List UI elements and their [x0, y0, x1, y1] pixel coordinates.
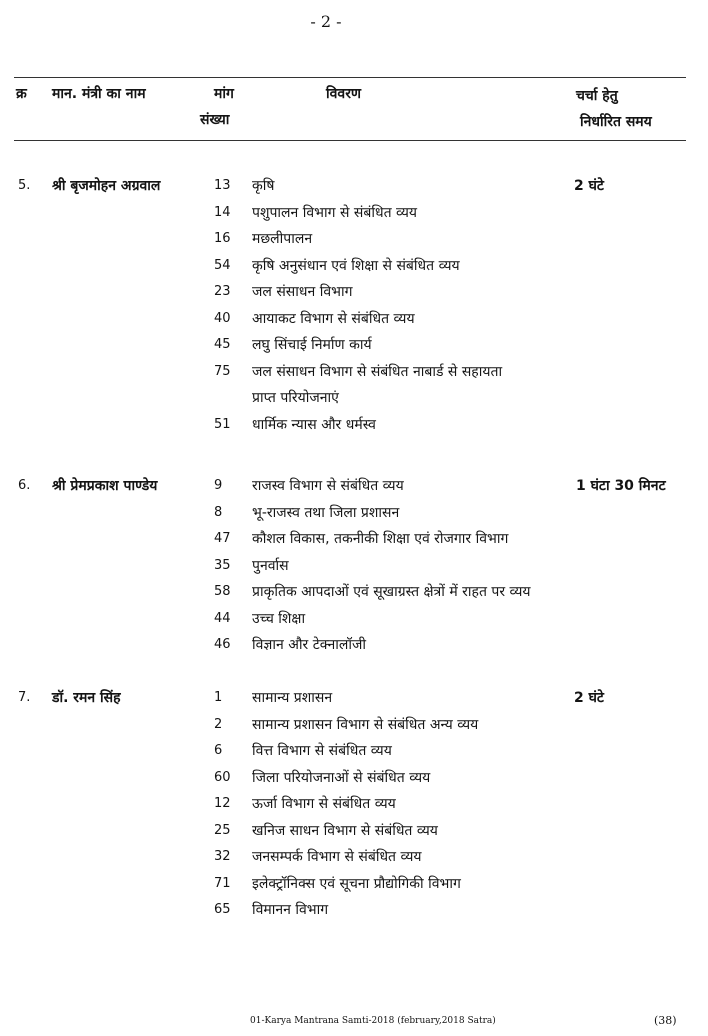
demand-description: आयाकट विभाग से संबंधित व्यय [252, 310, 415, 327]
demand-number: 8 [214, 504, 223, 520]
demand-description: कौशल विकास, तकनीकी शिक्षा एवं रोजगार विभाग [252, 531, 509, 547]
demand-number: 60 [214, 769, 231, 785]
demand-description: जनसम्पर्क विभाग से संबंधित व्यय [252, 849, 422, 865]
demand-description: कृषि अनुसंधान एवं शिक्षा से संबंधित व्यय [252, 257, 460, 274]
demand-description: विमानन विभाग [252, 902, 329, 918]
section-serial: 5. [18, 178, 31, 193]
demand-description: जल संसाधन विभाग से संबंधित नाबार्ड से सहायता [252, 363, 503, 380]
demand-number: 1 [214, 690, 223, 705]
header-demand-line2: संख्या [200, 112, 230, 128]
demand-description: ऊर्जा विभाग से संबंधित व्यय [252, 796, 396, 812]
section-serial: 6. [18, 478, 31, 493]
demand-number: 35 [214, 557, 231, 573]
demand-number: 71 [214, 875, 231, 891]
discussion-time: 1 घंटा 30 मिनट [576, 478, 666, 494]
demand-description: सामान्य प्रशासन [252, 690, 333, 706]
demand-number: 65 [214, 902, 231, 917]
header-top-rule [14, 77, 686, 78]
demand-description: जल संसाधन विभाग [252, 284, 353, 300]
demand-number: 58 [214, 584, 231, 599]
demand-number: 44 [214, 610, 231, 626]
demand-number: 25 [214, 822, 231, 838]
minister-name: श्री प्रेमप्रकाश पाण्डेय [52, 478, 158, 494]
header-bottom-rule [14, 140, 686, 141]
demand-number: 6 [214, 743, 223, 758]
demand-description: पुनर्वास [252, 557, 289, 574]
demand-description: विज्ञान और टेक्नालॉजी [252, 637, 366, 653]
header-time-line2: निर्धारित समय [580, 114, 652, 130]
minister-name: श्री बृजमोहन अग्रवाल [52, 178, 161, 194]
demand-number: 9 [214, 478, 223, 493]
header-demand-line1: मांग [214, 86, 234, 102]
demand-description: खनिज साधन विभाग से संबंधित व्यय [252, 822, 438, 839]
discussion-time: 2 घंटे [574, 690, 604, 706]
page-number: - 2 - [310, 12, 342, 31]
minister-name: डॉ. रमन सिंह [52, 690, 121, 706]
demand-number: 16 [214, 231, 231, 246]
demand-number: 12 [214, 796, 231, 811]
demand-number: 45 [214, 337, 231, 352]
footer-page-code: (38) [654, 1014, 677, 1027]
header-minister: मान. मंत्री का नाम [52, 86, 146, 102]
demand-description-continued: प्राप्त परियोजनाएं [252, 390, 339, 406]
demand-description: राजस्व विभाग से संबंधित व्यय [252, 478, 404, 494]
discussion-time: 2 घंटे [574, 178, 604, 194]
demand-number: 13 [214, 178, 231, 193]
demand-number: 47 [214, 531, 231, 546]
demand-description: कृषि [252, 178, 275, 194]
header-details: विवरण [326, 86, 362, 102]
demand-description: लघु सिंचाई निर्माण कार्य [252, 337, 372, 353]
demand-number: 51 [214, 416, 231, 432]
demand-description: भू-राजस्व तथा जिला प्रशासन [252, 504, 400, 521]
demand-number: 40 [214, 310, 231, 326]
demand-description: सामान्य प्रशासन विभाग से संबंधित अन्य व्यय [252, 716, 479, 733]
demand-description: धार्मिक न्यास और धर्मस्व [252, 416, 376, 433]
demand-description: मछलीपालन [252, 231, 313, 247]
demand-description: जिला परियोजनाओं से संबंधित व्यय [252, 769, 431, 786]
demand-description: वित्त विभाग से संबंधित व्यय [252, 743, 392, 759]
demand-number: 23 [214, 284, 231, 299]
header-time-line1: चर्चा हेतु [576, 88, 618, 104]
demand-description: प्राकृतिक आपदाओं एवं सूखाग्रस्त क्षेत्रों में राहत पर व्यय [252, 584, 531, 600]
demand-number: 2 [214, 716, 223, 732]
demand-number: 46 [214, 637, 231, 652]
demand-description: इलेक्ट्रॉनिक्स एवं सूचना प्रौद्योगिकी विभाग [252, 875, 461, 892]
demand-number: 32 [214, 849, 231, 864]
footer-left: 01-Karya Mantrana Samti-2018 (february,2018 Satra) [250, 1016, 496, 1026]
demand-number: 14 [214, 204, 231, 220]
header-serial: क्र [16, 86, 27, 102]
demand-number: 75 [214, 363, 231, 379]
section-serial: 7. [18, 690, 31, 705]
demand-description: उच्च शिक्षा [252, 610, 306, 627]
demand-description: पशुपालन विभाग से संबंधित व्यय [252, 204, 418, 221]
demand-number: 54 [214, 257, 231, 273]
